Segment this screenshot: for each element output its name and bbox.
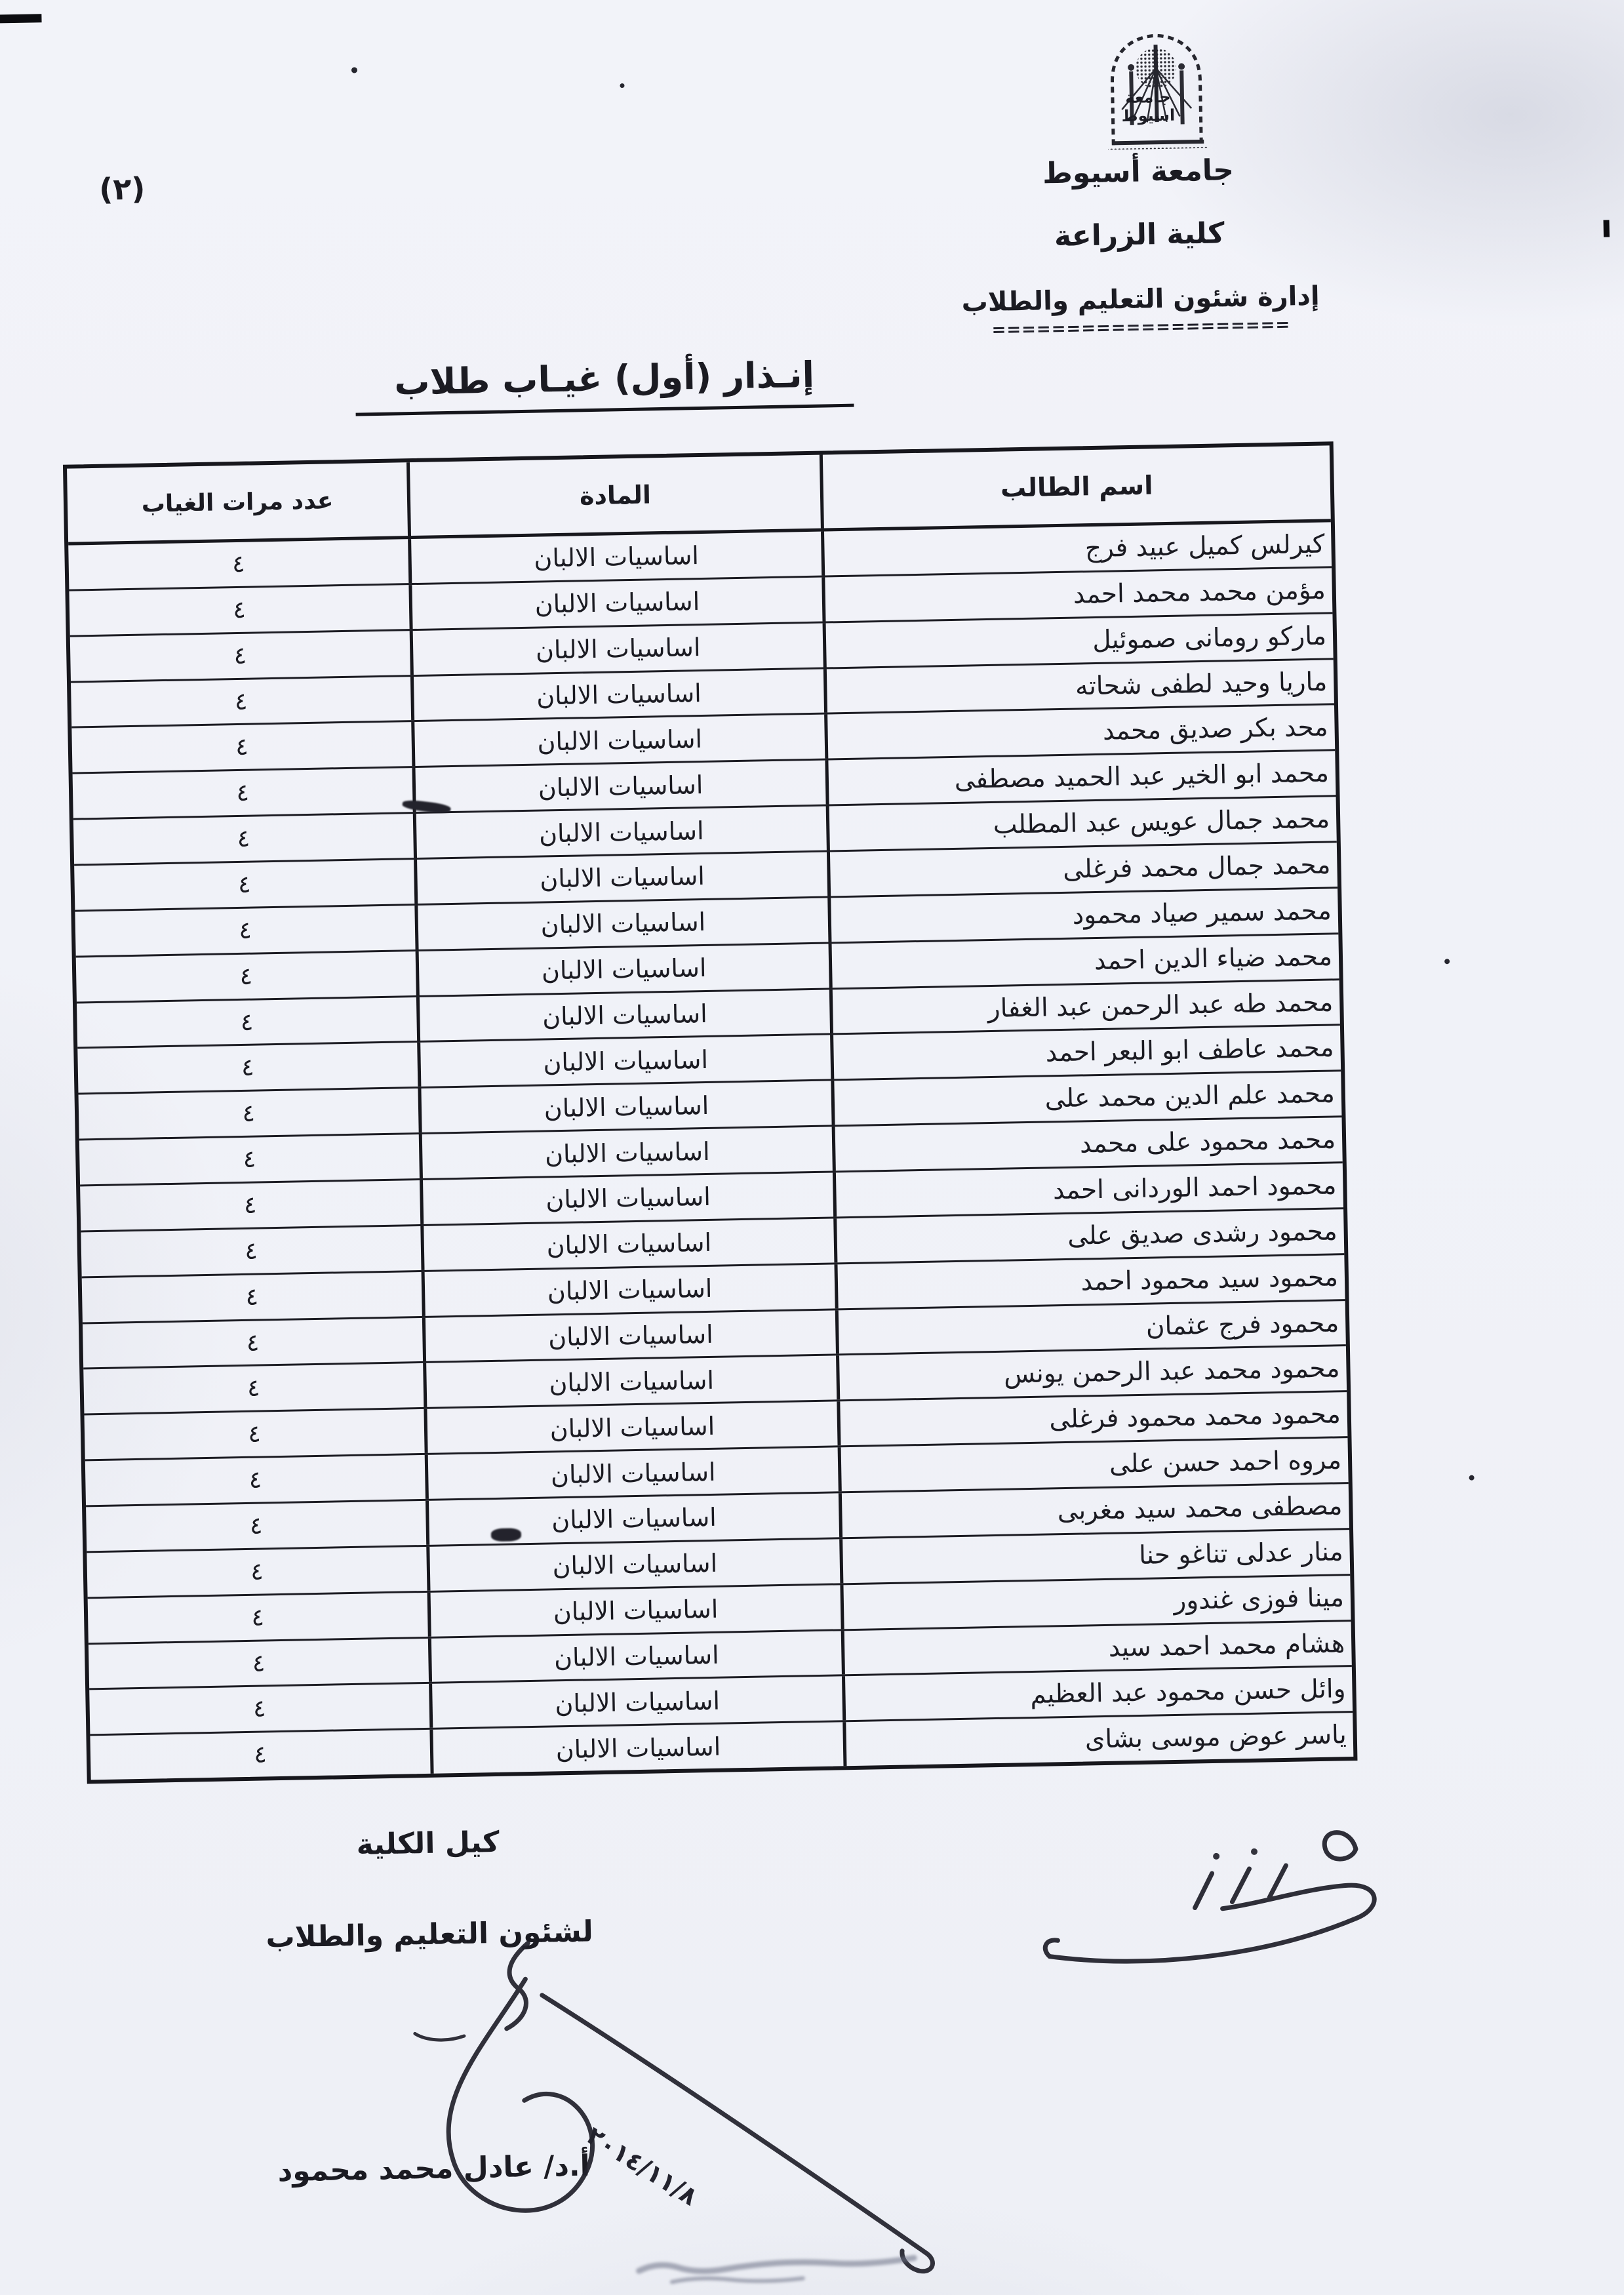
- signatory-title-line1: كيل الكلية: [356, 1825, 500, 1862]
- cell-subject: اساسيات الالبان: [414, 898, 828, 949]
- cell-student-name: محمود محمد محمود فرغلى: [837, 1392, 1347, 1445]
- cell-student-name: محمد سمير صياد محمود: [827, 888, 1338, 942]
- cell-student-name: محمود فرج عثمان: [835, 1301, 1346, 1354]
- letterhead: [948, 154, 1332, 340]
- cell-absence-count: ٤: [234, 688, 248, 715]
- scan-edge-tick-right: [1603, 220, 1609, 237]
- cell-subject: اساسيات الالبان: [419, 1127, 833, 1178]
- document-title: إنـذار (أول) غيـاب طلاب: [355, 353, 854, 416]
- cell-subject: اساسيات الالبان: [408, 532, 822, 583]
- cell-subject: اساسيات الالبان: [417, 1035, 831, 1087]
- cell-student-name: محمد طه عبد الرحمن عبد الغفار: [829, 980, 1340, 1033]
- signatory-title-line2: لشئون التعليم والطلاب: [266, 1915, 594, 1955]
- cell-student-name: مينا فوزى غندور: [840, 1576, 1351, 1629]
- cell-absence-count: ٤: [243, 1146, 256, 1174]
- cell-subject: اساسيات الالبان: [424, 1402, 838, 1453]
- scan-edge-sliver: [0, 14, 42, 24]
- cell-absence-count: ٤: [252, 1650, 266, 1677]
- letterhead-department: إدارة شئون التعليم والطلاب: [961, 281, 1320, 318]
- cell-student-name: محمود محمد عبد الرحمن يونس: [836, 1347, 1347, 1400]
- svg-text:جامعة: جامعة: [1125, 87, 1171, 108]
- cell-student-name: مروه احمد حسن على: [838, 1438, 1349, 1491]
- cell-subject: اساسيات الالبان: [426, 1539, 840, 1590]
- cell-absence-count: ٤: [237, 825, 250, 853]
- cell-absence-count: ٤: [240, 1008, 254, 1036]
- cell-subject: اساسيات الالبان: [413, 807, 827, 858]
- column-header-subject: المادة: [406, 455, 821, 536]
- cell-student-name: محمد عاطف ابو البعر احمد: [830, 1026, 1341, 1079]
- cell-subject: اساسيات الالبان: [425, 1448, 839, 1499]
- cell-subject: اساسيات الالبان: [429, 1677, 842, 1728]
- cell-absence-count: ٤: [233, 596, 247, 624]
- cell-absence-count: ٤: [252, 1695, 266, 1723]
- scan-bleedthrough-smudge: [632, 2241, 941, 2292]
- cell-absence-count: ٤: [244, 1237, 258, 1265]
- cell-subject: اساسيات الالبان: [411, 715, 825, 766]
- cell-subject: اساسيات الالبان: [429, 1723, 843, 1774]
- handwritten-date: ٢٠١٤/١١/٨: [582, 2121, 703, 2212]
- cell-absence-count: ٤: [243, 1191, 257, 1219]
- page-number: (٢): [98, 170, 146, 207]
- cell-student-name: وائل حسن محمود عبد العظيم: [842, 1667, 1353, 1721]
- handwritten-signature-right: [1023, 1786, 1407, 1990]
- cell-student-name: محمد ابو الخير عبد الحميد مصطفى: [825, 751, 1336, 805]
- cell-subject: اساسيات الالبان: [420, 1218, 834, 1269]
- cell-absence-count: ٤: [233, 642, 247, 669]
- cell-student-name: مؤمن محمد محمد احمد: [822, 568, 1332, 621]
- cell-student-name: محمد علم الدين محمد على: [831, 1072, 1341, 1125]
- cell-absence-count: ٤: [250, 1558, 264, 1586]
- cell-absence-count: ٤: [254, 1741, 267, 1769]
- cell-student-name: محمد جمال محمد فرغلى: [827, 843, 1337, 896]
- ink-speck: [1469, 1475, 1475, 1481]
- cell-student-name: منار عدلى تناغو حنا: [839, 1530, 1350, 1583]
- cell-student-name: محد بكر صديق محمد: [824, 706, 1335, 759]
- ink-smudge: [491, 1528, 521, 1542]
- cell-student-name: كيرلس كميل عبيد فرج: [821, 522, 1332, 575]
- cell-subject: اساسيات الالبان: [410, 623, 823, 674]
- cell-subject: اساسيات الالبان: [427, 1585, 841, 1636]
- cell-subject: اساسيات الالبان: [416, 989, 830, 1041]
- cell-absence-count: ٤: [239, 963, 253, 990]
- handwritten-signature-left: [330, 1899, 980, 2295]
- letterhead-separator: ====================: [991, 315, 1291, 340]
- cell-student-name: محمود رشدى صديق على: [833, 1209, 1344, 1262]
- ink-speck: [620, 83, 624, 88]
- cell-subject: اساسيات الالبان: [416, 944, 829, 995]
- cell-absence-count: ٤: [236, 779, 250, 807]
- cell-subject: اساسيات الالبان: [423, 1356, 837, 1407]
- cell-student-name: ماركو رومانى صموئيل: [822, 614, 1333, 667]
- cell-absence-count: ٤: [248, 1466, 262, 1494]
- cell-subject: اساسيات الالبان: [422, 1264, 835, 1315]
- cell-absence-count: ٤: [237, 871, 251, 898]
- letterhead-university: جامعة أسيوط: [1042, 153, 1235, 191]
- cell-absence-count: ٤: [231, 550, 245, 578]
- university-logo-icon: [1092, 24, 1222, 154]
- cell-student-name: هشام محمد احمد سيد: [841, 1622, 1352, 1675]
- column-header-student-name: اسم الطالب: [820, 445, 1331, 528]
- cell-absence-count: ٤: [249, 1512, 263, 1540]
- cell-student-name: محمد محمود على محمد: [832, 1117, 1343, 1170]
- cell-student-name: ماريا وحيد لطفى شحاته: [823, 660, 1334, 713]
- cell-absence-count: ٤: [239, 917, 252, 944]
- cell-subject: اساسيات الالبان: [428, 1631, 842, 1682]
- cell-student-name: محمود احمد الوردانى احمد: [833, 1163, 1343, 1216]
- absence-table: [63, 441, 1358, 1784]
- cell-absence-count: ٤: [248, 1420, 262, 1448]
- cell-student-name: محمد جمال عويس عبد المطلب: [826, 797, 1337, 850]
- cell-absence-count: ٤: [247, 1374, 260, 1403]
- cell-absence-count: ٤: [235, 734, 248, 761]
- cell-subject: اساسيات الالبان: [414, 852, 827, 904]
- cell-absence-count: ٤: [242, 1100, 256, 1128]
- cell-absence-count: ٤: [245, 1283, 259, 1311]
- cell-student-name: محمد ضياء الدين احمد: [828, 934, 1339, 988]
- cell-absence-count: ٤: [246, 1329, 260, 1357]
- cell-subject: اساسيات الالبان: [426, 1493, 839, 1544]
- table-body: [68, 522, 1353, 1780]
- svg-text:اسيوط: اسيوط: [1121, 106, 1176, 126]
- cell-student-name: محمود سيد محمود احمد: [834, 1255, 1345, 1308]
- cell-subject: اساسيات الالبان: [418, 1081, 832, 1132]
- column-header-absence-count: عدد مرات الغياب: [141, 487, 334, 518]
- cell-subject: اساسيات الالبان: [422, 1310, 836, 1361]
- cell-subject: اساسيات الالبان: [408, 577, 822, 628]
- cell-absence-count: ٤: [241, 1054, 254, 1082]
- cell-student-name: ياسر عوض موسى بشاى: [842, 1713, 1353, 1766]
- cell-subject: اساسيات الالبان: [410, 669, 824, 720]
- cell-subject: اساسيات الالبان: [420, 1172, 833, 1224]
- signatory-name: أ.د/ عادل محمد محمود: [277, 2149, 591, 2189]
- ink-speck: [351, 67, 357, 73]
- cell-absence-count: ٤: [251, 1604, 265, 1631]
- cell-student-name: مصطفى محمد سيد مغربى: [839, 1484, 1349, 1537]
- ink-speck: [1444, 959, 1450, 964]
- cell-subject: اساسيات الالبان: [412, 761, 826, 812]
- letterhead-faculty: كلية الزراعة: [1054, 216, 1225, 254]
